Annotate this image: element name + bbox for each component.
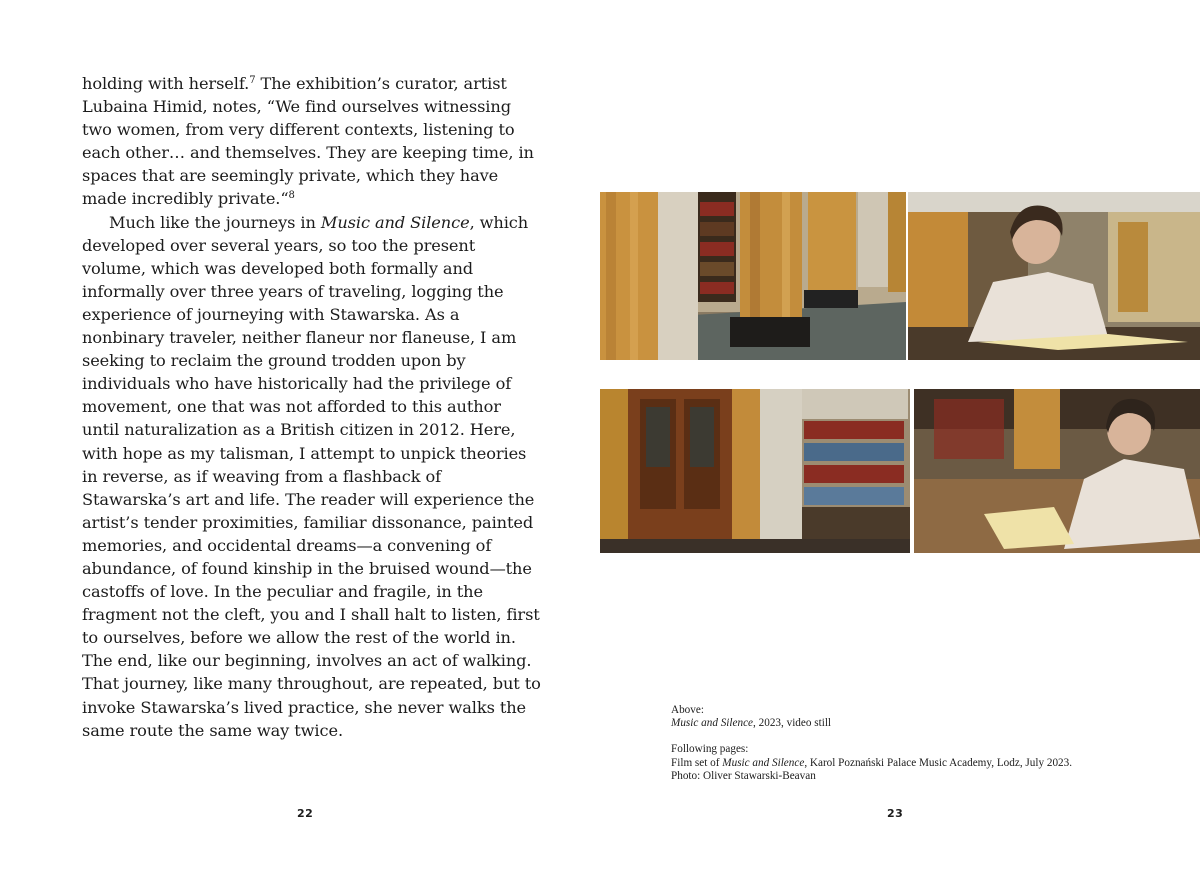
video-still-reader-2 xyxy=(914,389,1200,553)
paragraph-1 xyxy=(82,72,542,211)
body-text xyxy=(82,72,542,742)
doors-image xyxy=(600,389,910,553)
video-still-reader-1 xyxy=(908,192,1200,360)
paragraph-2-start: Much like the journeys in xyxy=(109,212,321,232)
caption-filmset-line xyxy=(671,757,1131,770)
caption-title-2: Music and Silence xyxy=(722,756,805,769)
paragraph-2-body: , which developed over several years, so too the present volume, which was developed both formally and informally over three years of traveling, logging the experience of journeying with Stawarska. As a nonbinary traveler, neither flaneur nor flaneuse, I am seeking to reclaim the ground trodden upon by individuals who have historically had the privilege of movement, one that was not afforded to this author until naturalization as a British citizen in 2012. Here, with hope as my talisman, I attempt to unpick theories in reverse, as if weaving from a flashback of Stawarska’s art and life. The reader will experience the artist’s tender proximities, familiar dissonance, painted memories, and occidental dreams—a convening of abundance, of found kinship in the bruised wound—the castoffs of love. In the peculiar and fragile, in the fragment not the cleft, you and I shall halt to listen, first to ourselves, before we allow the rest of the world in. The end, like our beginning, involves an act of walking. That journey, like many throughout, are repeated, but to invoke Stawarska’s lived practice, she never walks the same route the same way twice. xyxy=(82,212,541,740)
page-number-right: 23 xyxy=(887,807,904,820)
image-caption xyxy=(671,704,1131,783)
caption-filmset-details: , Karol Poznański Palace Music Academy, Lodz, July 2023. xyxy=(804,756,1073,769)
reader-image-1 xyxy=(908,192,1200,360)
caption-title-1: Music and Silence xyxy=(671,717,754,730)
caption-still-line xyxy=(671,717,1131,730)
work-title: Music and Silence xyxy=(320,212,470,232)
caption-label-following: Following pages: xyxy=(671,743,749,756)
caption-photo-credit: Photo: Oliver Stawarski-Beavan xyxy=(671,769,816,782)
caption-label-above: Above: xyxy=(671,704,704,716)
paragraph-1-start: holding with herself. xyxy=(82,74,250,93)
columns-image xyxy=(600,192,906,360)
reader-image-2 xyxy=(914,389,1200,553)
paragraph-2 xyxy=(82,211,542,742)
video-still-doors xyxy=(600,389,910,553)
caption-filmset-prefix: Film set of xyxy=(671,756,723,769)
caption-still-details: , 2023, video still xyxy=(753,717,832,730)
footnote-ref-8[interactable]: 8 xyxy=(288,190,295,202)
paragraph-1-quote: The exhibition’s curator, artist Lubaina Himid, notes, “We find ourselves witnessing two women, from very different contexts, listening to each other… and themselves. They are keeping time, in spaces that are seemingly private, which they have made incredibly private.“ xyxy=(82,74,534,209)
page-number-left: 22 xyxy=(297,807,314,820)
video-still-columns xyxy=(600,192,906,360)
footnote-ref-7[interactable]: 7 xyxy=(249,75,256,86)
